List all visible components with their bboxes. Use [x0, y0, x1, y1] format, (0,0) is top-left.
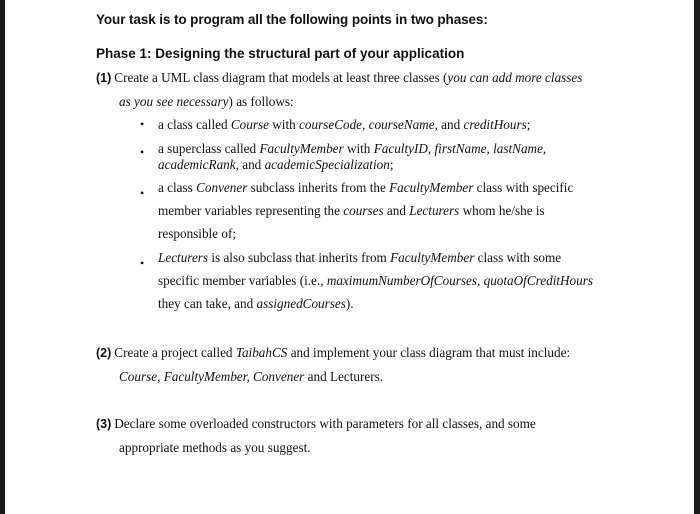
phase-1-heading: Phase 1: Designing the structural part of your application	[96, 46, 465, 61]
item-3-number: (3)	[96, 417, 112, 431]
bullet-dot: •	[140, 256, 145, 270]
bullet-lecturers: Lecturers is also subclass that inherits from FacultyMember class with some specific member variables (i.e., maximumNumberOfCourses, quotaOfCreditHours they can take, and assignedCourses).	[158, 250, 594, 311]
item-2: (2) Create a project called TaibahCS and implement your class diagram that must include: Course, FacultyMember, Convener and Lecturers.	[96, 345, 571, 384]
item-2-number: (2)	[96, 346, 112, 360]
bullet-course: a class called Course with courseCode, courseName, and creditHours;	[158, 117, 531, 132]
bullet-dot: •	[140, 145, 145, 159]
bullet-convener: a class Convener subclass inherits from the FacultyMember class with specific member variables representing the courses and Lecturers whom he/she is responsible of;	[158, 180, 574, 241]
item-3: (3) Declare some overloaded constructors with parameters for all classes, and some appropriate methods as you suggest.	[96, 416, 536, 455]
task-title: Your task is to program all the following points in two phases:	[96, 12, 488, 27]
bullet-faculty-member: a superclass called FacultyMember with FacultyID, firstName, lastName, academicRank, and academicSpecialization;	[158, 141, 547, 172]
document-page	[5, 0, 694, 514]
item-1: (1) Create a UML class diagram that models at least three classes (you can add more classes as you see necessary) as follows:	[96, 70, 583, 109]
bullet-dot: •	[140, 117, 145, 131]
bullet-dot: •	[140, 186, 145, 200]
item-1-number: (1)	[96, 71, 112, 85]
